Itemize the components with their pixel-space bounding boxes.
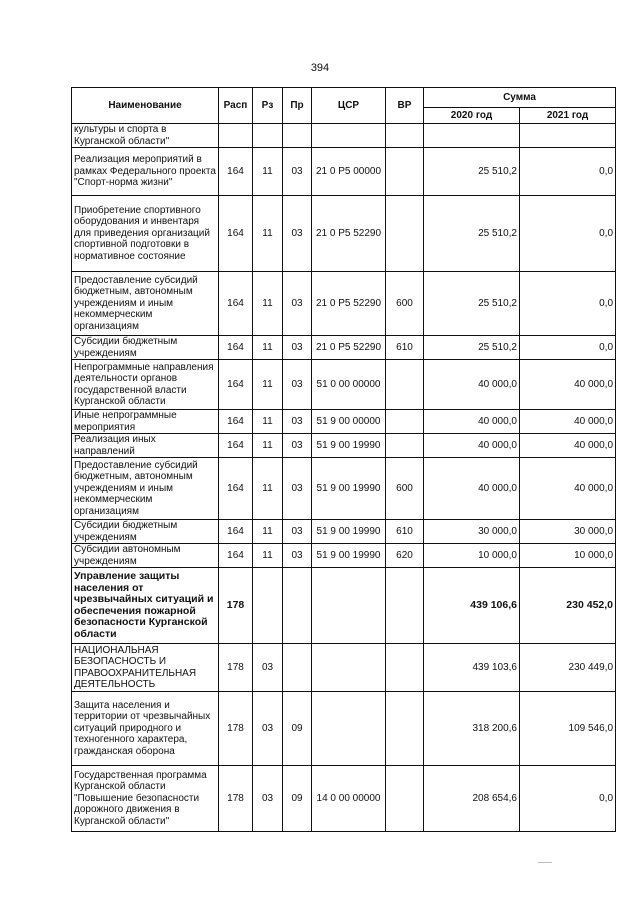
cell-rasp: 164 [219,410,253,434]
cell-rz: 11 [253,520,283,544]
table-row [72,692,616,766]
cell-rz [253,124,283,148]
cell-pr: 09 [283,692,312,766]
header-2020: 2020 год [424,108,520,124]
cell-csr: 51 9 00 19990 [312,544,386,568]
cell-rasp: 164 [219,196,253,272]
cell-2020: 318 200,6 [424,692,520,766]
header-rz: Рз [253,88,283,124]
cell-2021: 40 000,0 [520,434,616,458]
cell-rasp: 178 [219,644,253,692]
cell-rasp: 164 [219,272,253,336]
table-body [72,124,616,832]
cell-csr: 21 0 P5 52290 [312,196,386,272]
cell-name: НАЦИОНАЛЬНАЯ БЕЗОПАСНОСТЬ И ПРАВООХРАНИТЕЛЬНАЯ ДЕЯТЕЛЬНОСТЬ [72,644,219,692]
table-row [72,644,616,692]
cell-csr: 51 9 00 19990 [312,434,386,458]
cell-rasp: 178 [219,692,253,766]
cell-rasp: 178 [219,568,253,644]
cell-vr: 620 [386,544,424,568]
cell-rasp [219,124,253,148]
cell-rz: 11 [253,148,283,196]
cell-pr: 03 [283,148,312,196]
table-row [72,196,616,272]
cell-pr: 03 [283,410,312,434]
cell-csr: 51 0 00 00000 [312,360,386,410]
cell-2020: 208 654,6 [424,766,520,832]
cell-rz: 11 [253,360,283,410]
cell-vr [386,124,424,148]
table-row [72,148,616,196]
cell-pr [283,568,312,644]
cell-2021: 0,0 [520,196,616,272]
cell-name: Предоставление субсидий бюджетным, автономным учреждениям и иным некоммерческим организациям [72,458,219,520]
cell-vr [386,692,424,766]
cell-pr: 03 [283,434,312,458]
cell-name: Управление защиты населения от чрезвычайных ситуаций и обеспечения пожарной безопасности Курганской области [72,568,219,644]
header-row-1 [72,88,616,108]
header-pr: Пр [283,88,312,124]
table-row [72,360,616,410]
budget-table [71,87,616,832]
cell-rasp: 164 [219,336,253,360]
cell-rasp: 164 [219,360,253,410]
cell-rasp: 164 [219,148,253,196]
cell-2020 [424,124,520,148]
table-row [72,124,616,148]
cell-name: Реализация мероприятий в рамках Федерального проекта "Спорт-норма жизни" [72,148,219,196]
cell-vr [386,766,424,832]
cell-csr [312,692,386,766]
cell-rz: 11 [253,410,283,434]
cell-2021: 30 000,0 [520,520,616,544]
cell-2020: 439 106,6 [424,568,520,644]
cell-rz: 11 [253,196,283,272]
table-row [72,520,616,544]
cell-pr [283,124,312,148]
cell-rasp: 164 [219,520,253,544]
table-row [72,410,616,434]
cell-rz: 11 [253,272,283,336]
cell-2021: 10 000,0 [520,544,616,568]
cell-2020: 25 510,2 [424,272,520,336]
table-row [72,568,616,644]
cell-name: Субсидии автономным учреждениям [72,544,219,568]
cell-2020: 25 510,2 [424,336,520,360]
cell-2021: 40 000,0 [520,458,616,520]
cell-name: Реализация иных направлений [72,434,219,458]
cell-csr: 21 0 P5 52290 [312,272,386,336]
cell-name: Приобретение спортивного оборудования и инвентаря для приведения организаций спортивной подготовки в нормативное состояние [72,196,219,272]
cell-2021: 0,0 [520,336,616,360]
cell-pr: 09 [283,766,312,832]
cell-pr: 03 [283,360,312,410]
cell-csr: 21 0 P5 52290 [312,336,386,360]
cell-name: Предоставление субсидий бюджетным, автономным учреждениям и иным некоммерческим организациям [72,272,219,336]
header-name: Наименование [72,88,219,124]
cell-2021: 40 000,0 [520,410,616,434]
table-row [72,766,616,832]
cell-csr: 21 0 P5 00000 [312,148,386,196]
cell-2020: 40 000,0 [424,458,520,520]
cell-pr: 03 [283,336,312,360]
cell-name: Защита населения и территории от чрезвычайных ситуаций природного и техногенного характера, гражданская оборона [72,692,219,766]
cell-name: Субсидии бюджетным учреждениям [72,336,219,360]
cell-2020: 30 000,0 [424,520,520,544]
cell-vr [386,644,424,692]
cell-csr [312,644,386,692]
cell-csr [312,568,386,644]
cell-csr [312,124,386,148]
cell-rz: 03 [253,644,283,692]
table-row [72,434,616,458]
cell-vr [386,410,424,434]
cell-pr: 03 [283,196,312,272]
cell-2021: 0,0 [520,148,616,196]
cell-pr: 03 [283,544,312,568]
cell-pr: 03 [283,520,312,544]
cell-vr [386,360,424,410]
cell-rasp: 164 [219,434,253,458]
header-rasp: Расп [219,88,253,124]
cell-vr: 600 [386,272,424,336]
cell-rz: 03 [253,766,283,832]
cell-rz: 11 [253,458,283,520]
cell-2020: 439 103,6 [424,644,520,692]
page-number: 394 [310,62,330,74]
cell-2020: 25 510,2 [424,196,520,272]
cell-vr: 610 [386,520,424,544]
table-row [72,544,616,568]
table-row [72,336,616,360]
cell-pr: 03 [283,458,312,520]
header-2021: 2021 год [520,108,616,124]
cell-name: культуры и спорта в Курганской области" [72,124,219,148]
cell-2021: 0,0 [520,766,616,832]
cell-2021: 40 000,0 [520,360,616,410]
cell-2020: 40 000,0 [424,434,520,458]
cell-name: Непрограммные направления деятельности органов государственной власти Курганской области [72,360,219,410]
cell-2020: 10 000,0 [424,544,520,568]
header-vr: ВР [386,88,424,124]
table-row [72,272,616,336]
header-csr: ЦСР [312,88,386,124]
cell-2021: 230 449,0 [520,644,616,692]
cell-2020: 40 000,0 [424,360,520,410]
cell-2021: 0,0 [520,272,616,336]
cell-vr [386,196,424,272]
cell-pr [283,644,312,692]
scan-mark [538,862,552,863]
cell-rz: 11 [253,336,283,360]
cell-vr [386,434,424,458]
cell-rz [253,568,283,644]
header-sum: Сумма [424,88,616,108]
cell-2020: 40 000,0 [424,410,520,434]
cell-csr: 51 9 00 00000 [312,410,386,434]
cell-name: Субсидии бюджетным учреждениям [72,520,219,544]
cell-2020: 25 510,2 [424,148,520,196]
cell-vr: 600 [386,458,424,520]
cell-rz: 11 [253,434,283,458]
cell-name: Иные непрограммные мероприятия [72,410,219,434]
cell-rasp: 164 [219,544,253,568]
cell-rz: 03 [253,692,283,766]
cell-2021: 109 546,0 [520,692,616,766]
cell-2021 [520,124,616,148]
cell-csr: 51 9 00 19990 [312,520,386,544]
cell-rasp: 178 [219,766,253,832]
cell-csr: 14 0 00 00000 [312,766,386,832]
cell-rasp: 164 [219,458,253,520]
cell-vr [386,568,424,644]
cell-pr: 03 [283,272,312,336]
cell-vr [386,148,424,196]
cell-vr: 610 [386,336,424,360]
cell-2021: 230 452,0 [520,568,616,644]
cell-csr: 51 9 00 19990 [312,458,386,520]
cell-name: Государственная программа Курганской области "Повышение безопасности дорожного движения в Курганской области" [72,766,219,832]
cell-rz: 11 [253,544,283,568]
table-row [72,458,616,520]
